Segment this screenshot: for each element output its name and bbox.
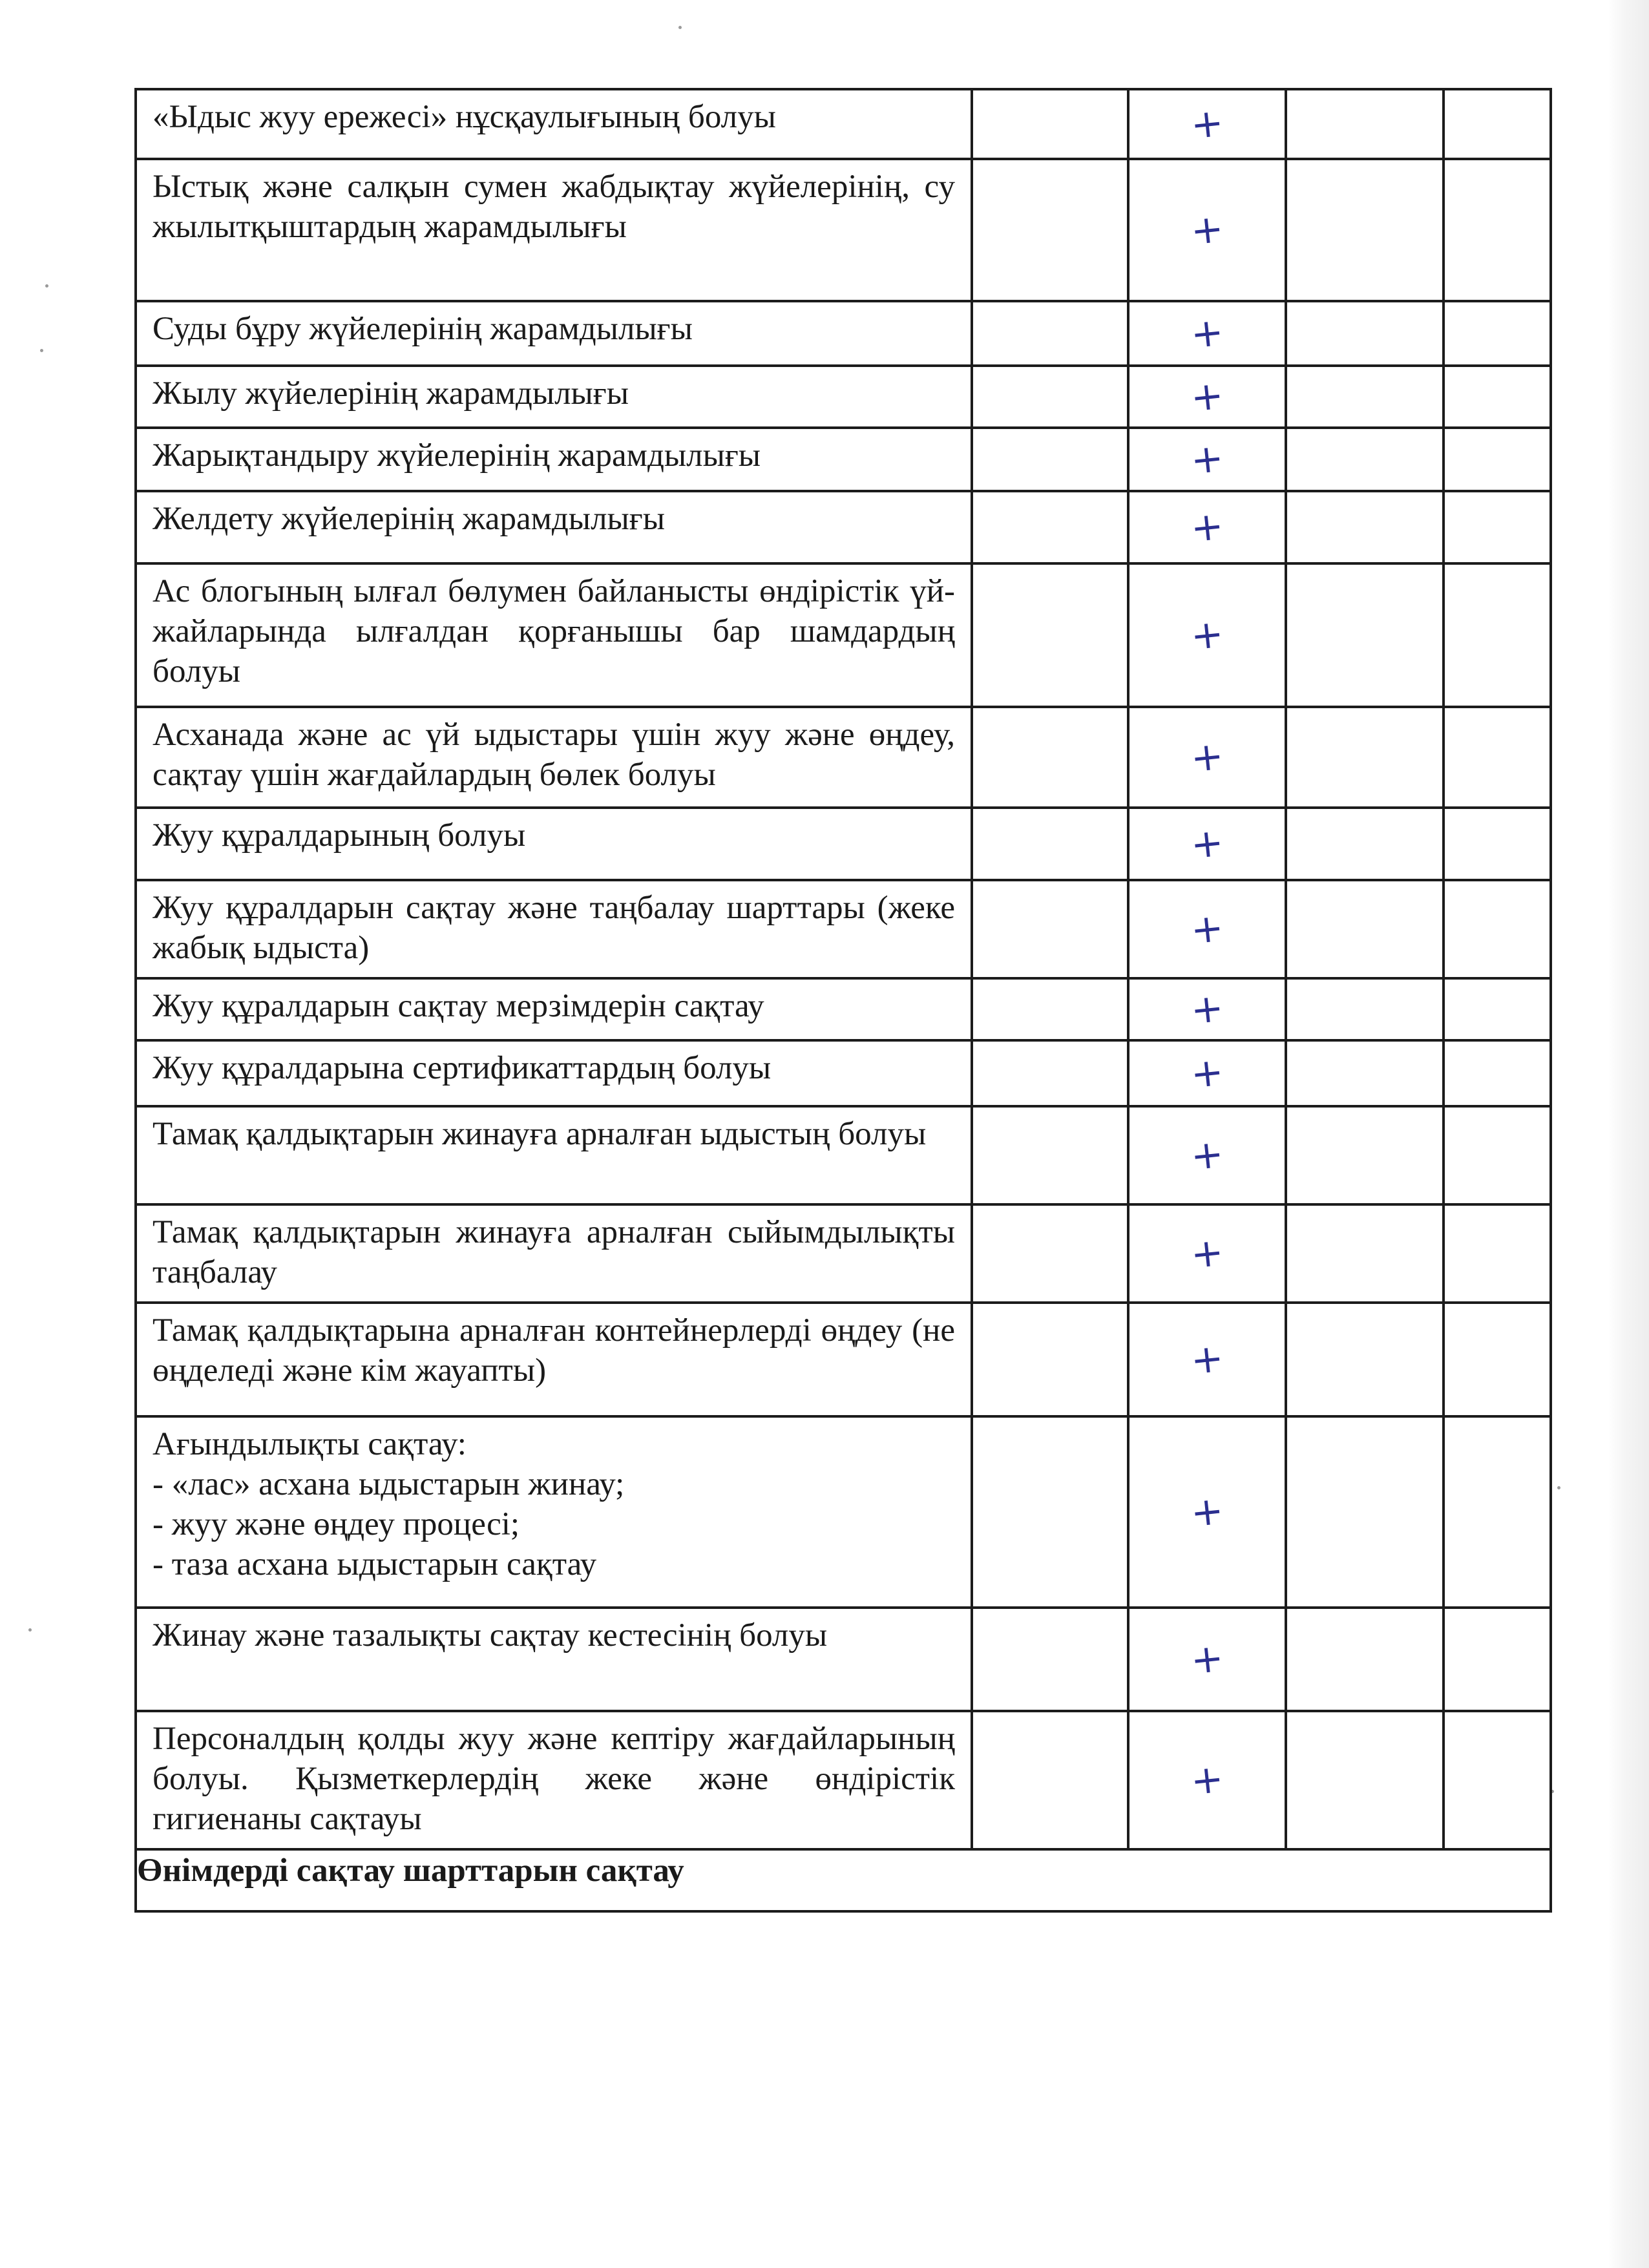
check-mark-cell [1128, 366, 1286, 428]
check-mark-cell [1128, 1711, 1286, 1849]
table-row [136, 1608, 1551, 1711]
blank-cell [972, 707, 1128, 808]
check-mark-cell [1128, 491, 1286, 563]
requirement-text: Тамақ қалдықтарын жинауға арналған ыдыстың болуы [152, 1116, 927, 1152]
table-row [136, 1416, 1551, 1608]
requirement-text: Тамақ қалдықтарын жинауға арналған сыйымдылықты таңбалау [152, 1214, 955, 1290]
check-mark-cell [1128, 880, 1286, 978]
requirement-text: Суды бұру жүйелерінің жарамдылығы [152, 311, 693, 347]
requirement-cell [136, 1106, 972, 1204]
requirement-cell [136, 89, 972, 159]
blank-cell [972, 880, 1128, 978]
requirement-cell [136, 301, 972, 366]
check-mark-cell [1128, 1608, 1286, 1711]
requirement-cell [136, 159, 972, 301]
blank-cell [1286, 1608, 1444, 1711]
blank-cell [1286, 1106, 1444, 1204]
requirement-cell [136, 1303, 972, 1416]
blank-cell [1444, 1303, 1551, 1416]
requirement-cell [136, 880, 972, 978]
requirement-cell [136, 366, 972, 428]
handwritten-plus-mark: + [1188, 372, 1226, 421]
table-row [136, 428, 1551, 491]
blank-cell [972, 808, 1128, 880]
requirement-cell [136, 707, 972, 808]
handwritten-plus-mark: + [1188, 1756, 1226, 1805]
table-row [136, 880, 1551, 978]
blank-cell [972, 428, 1128, 491]
requirement-cell [136, 1416, 972, 1608]
blank-cell [1286, 1711, 1444, 1849]
table-row [136, 563, 1551, 707]
blank-cell [1444, 1416, 1551, 1608]
section-heading: Өнімдерді сақтау шарттарын сақтау [136, 1849, 1551, 1911]
blank-cell [1444, 1711, 1551, 1849]
requirement-cell [136, 1040, 972, 1106]
table-row [136, 491, 1551, 563]
blank-cell [1286, 1204, 1444, 1303]
handwritten-plus-mark: + [1188, 985, 1226, 1034]
requirement-text: Асханада және ас үй ыдыстары үшін жуу және өңдеу, сақтау үшін жағдайлардың бөлек болуы [152, 717, 955, 793]
blank-cell [1286, 808, 1444, 880]
blank-cell [1286, 301, 1444, 366]
scan-speck [45, 284, 48, 288]
blank-cell [1286, 707, 1444, 808]
checklist-body [136, 89, 1551, 1911]
check-mark-cell [1128, 707, 1286, 808]
table-row [136, 1303, 1551, 1416]
handwritten-plus-mark: + [1188, 503, 1226, 552]
blank-cell [1444, 808, 1551, 880]
blank-cell [972, 1608, 1128, 1711]
blank-cell [1286, 366, 1444, 428]
blank-cell [1286, 159, 1444, 301]
blank-cell [1286, 563, 1444, 707]
blank-cell [1444, 1608, 1551, 1711]
requirement-text: Жылу жүйелерінің жарамдылығы [152, 375, 629, 412]
requirement-text: Желдету жүйелерінің жарамдылығы [152, 501, 665, 537]
blank-cell [972, 1040, 1128, 1106]
handwritten-plus-mark: + [1188, 205, 1226, 255]
check-mark-cell [1128, 89, 1286, 159]
handwritten-plus-mark: + [1188, 1635, 1226, 1684]
handwritten-plus-mark: + [1188, 1049, 1226, 1098]
handwritten-plus-mark: + [1188, 1335, 1226, 1384]
handwritten-plus-mark: + [1188, 100, 1226, 149]
blank-cell [1444, 366, 1551, 428]
requirement-text: Ағындылықты сақтау: [152, 1426, 467, 1462]
blank-cell [1286, 880, 1444, 978]
table-row [136, 1711, 1551, 1849]
blank-cell [972, 366, 1128, 428]
requirement-cell [136, 1711, 972, 1849]
check-mark-cell [1128, 1416, 1286, 1608]
handwritten-plus-mark: + [1188, 1131, 1226, 1180]
handwritten-plus-mark: + [1188, 905, 1226, 954]
requirement-text: Ыстық және салқын сумен жабдықтау жүйелерінің, су жылытқыштардың жарамдылығы [152, 169, 955, 245]
scan-speck [1557, 1486, 1560, 1489]
blank-cell [1444, 428, 1551, 491]
requirement-cell [136, 1204, 972, 1303]
requirement-text: Жуу құралдарын сақтау мерзімдерін сақтау [152, 988, 764, 1024]
check-mark-cell [1128, 428, 1286, 491]
requirement-cell [136, 978, 972, 1040]
checklist-table [134, 88, 1552, 1913]
blank-cell [972, 1106, 1128, 1204]
scan-speck [28, 1628, 32, 1632]
blank-cell [1286, 1040, 1444, 1106]
requirement-cell [136, 1608, 972, 1711]
requirement-text: Жуу құралдарын сақтау және таңбалау шарттары (жеке жабық ыдыста) [152, 890, 955, 966]
blank-cell [1444, 301, 1551, 366]
blank-cell [1286, 428, 1444, 491]
blank-cell [1286, 978, 1444, 1040]
requirement-text: Тамақ қалдықтарына арналған контейнерлерді өңдеу (не өңделеді және кім жауапты) [152, 1312, 955, 1389]
blank-cell [1444, 491, 1551, 563]
blank-cell [972, 1711, 1128, 1849]
check-mark-cell [1128, 1106, 1286, 1204]
check-mark-cell [1128, 978, 1286, 1040]
scan-speck [40, 349, 43, 352]
check-mark-cell [1128, 1204, 1286, 1303]
blank-cell [972, 563, 1128, 707]
table-row [136, 159, 1551, 301]
blank-cell [972, 89, 1128, 159]
blank-cell [1444, 1106, 1551, 1204]
table-row [136, 978, 1551, 1040]
requirement-text: «Ыдыс жуу ережесі» нұсқаулығының болуы [152, 99, 776, 135]
requirement-cell [136, 491, 972, 563]
blank-cell [972, 301, 1128, 366]
requirement-text: Персоналдың қолды жуу және кептіру жағдайларының болуы. Қызметкерлердің жеке және өндірістік гигиенаны сақтауы [152, 1721, 955, 1837]
blank-cell [1444, 563, 1551, 707]
blank-cell [1444, 1040, 1551, 1106]
table-row [136, 366, 1551, 428]
requirement-text: Ас блогының ылғал бөлумен байланысты өндірістік үй-жайларында ылғалдан қорғанышы бар шамдардың болуы [152, 573, 955, 689]
blank-cell [972, 978, 1128, 1040]
requirement-text: Жуу құралдарының болуы [152, 817, 526, 854]
blank-cell [1444, 89, 1551, 159]
blank-cell [972, 491, 1128, 563]
requirement-cell [136, 808, 972, 880]
blank-cell [1444, 707, 1551, 808]
check-mark-cell [1128, 563, 1286, 707]
table-row [136, 1204, 1551, 1303]
section-row [136, 1849, 1551, 1911]
requirement-cell [136, 428, 972, 491]
requirement-text: - «лас» асхана ыдыстарын жинау; [152, 1466, 625, 1502]
blank-cell [972, 159, 1128, 301]
handwritten-plus-mark: + [1188, 435, 1226, 484]
table-row [136, 707, 1551, 808]
blank-cell [1286, 89, 1444, 159]
requirement-text: - таза асхана ыдыстарын сақтау [152, 1546, 597, 1582]
blank-cell [1286, 1303, 1444, 1416]
handwritten-plus-mark: + [1188, 1229, 1226, 1278]
requirement-text: Жарықтандыру жүйелерінің жарамдылығы [152, 437, 761, 474]
requirement-text: Жуу құралдарына сертификаттардың болуы [152, 1050, 772, 1086]
scan-shadow-edge [1608, 0, 1649, 2268]
blank-cell [1444, 880, 1551, 978]
blank-cell [1286, 1416, 1444, 1608]
check-mark-cell [1128, 1040, 1286, 1106]
check-mark-cell [1128, 159, 1286, 301]
handwritten-plus-mark: + [1188, 611, 1226, 660]
table-row [136, 808, 1551, 880]
table-row [136, 1040, 1551, 1106]
check-mark-cell [1128, 808, 1286, 880]
handwritten-plus-mark: + [1188, 733, 1226, 782]
requirement-text: - жуу және өңдеу процесі; [152, 1506, 520, 1542]
check-mark-cell [1128, 1303, 1286, 1416]
blank-cell [972, 1303, 1128, 1416]
handwritten-plus-mark: + [1188, 309, 1226, 358]
blank-cell [1444, 159, 1551, 301]
blank-cell [1444, 978, 1551, 1040]
table-row [136, 89, 1551, 159]
check-mark-cell [1128, 301, 1286, 366]
table-row [136, 301, 1551, 366]
blank-cell [972, 1204, 1128, 1303]
blank-cell [1286, 491, 1444, 563]
handwritten-plus-mark: + [1188, 819, 1226, 868]
blank-cell [1444, 1204, 1551, 1303]
blank-cell [972, 1416, 1128, 1608]
table-row [136, 1106, 1551, 1204]
requirement-cell [136, 563, 972, 707]
handwritten-plus-mark: + [1188, 1487, 1226, 1537]
scan-speck [678, 26, 682, 29]
requirement-text: Жинау және тазалықты сақтау кестесінің болуы [152, 1617, 828, 1654]
